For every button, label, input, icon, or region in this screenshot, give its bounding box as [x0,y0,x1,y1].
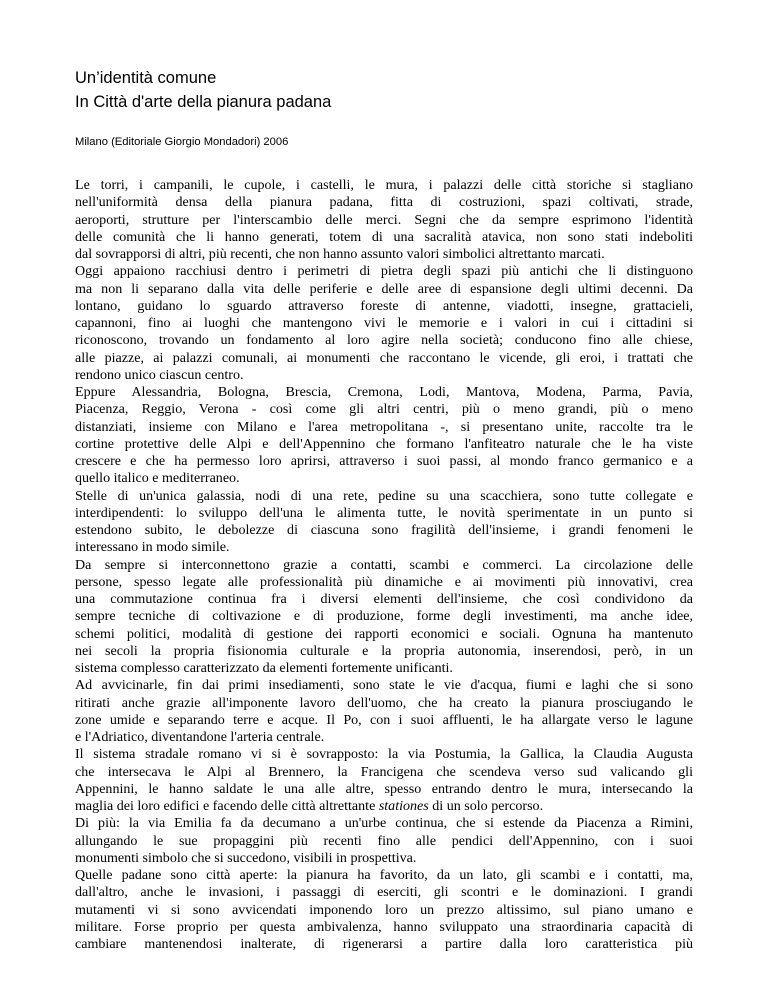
body-line: militare. Forse proprio per questa ambivalenza, hanno sviluppato una straordinaria capacità di [75,918,693,935]
body-line: e l'Adriatico, diventandone l'arteria centrale. [75,729,325,745]
body-line: mutamenti vi si sono avvicendati imponendo loro un prezzo altissimo, sul piano umano e [75,901,693,918]
publication-source: Milano (Editoriale Giorgio Mondadori) 2006 [75,136,289,148]
body-line: Oggi appaiono racchiusi dentro i perimetri di pietra degli spazi più antichi che li distinguono [75,263,693,280]
body-line: Piacenza, Reggio, Verona - così come gli altri centri, più o meno grandi, più o meno [75,401,693,418]
document-title: Un’identità comune [75,69,217,87]
body-line: sistema complesso caratterizzato da elementi fortemente unificanti. [75,660,453,676]
body-line: nei secoli la propria fisionomia culturale e la propria autonomia, inserendosi, però, in un [75,642,693,659]
body-line: zone umide e separando terre e acque. Il Po, con i suoi affluenti, le ha allargate verso le lagune [75,711,693,728]
body-line: Di più: la via Emilia fa da decumano a un'urbe continua, che si estende da Piacenza a Rimini, [75,815,693,832]
body-line: Quelle padane sono città aperte: la pianura ha favorito, da un lato, gli scambi e i contatti, ma, [75,867,693,883]
body-line: Il sistema stradale romano vi si è sovrapposto: la via Postumia, la Gallica, la Claudia Augusta [75,746,693,763]
body-line: dall'altro, anche le invasioni, i passaggi di eserciti, gli scontri e le dominazioni. I grandi [75,884,693,901]
body-line: schemi politici, modalità di gestione dei rapporti economici e sociali. Ognuna ha mantenuto [75,625,693,642]
document-subtitle: In Città d'arte della pianura padana [75,93,332,111]
body-line: interdipendenti: lo sviluppo dell'una le alimenta tutte, le novità sperimentate in un punto si [75,504,693,521]
body-line: estendono subito, le debolezze di ciascuna sono fragilità dell'insieme, i grandi fenomeni le [75,522,693,538]
body-line: rendono unico ciascun centro. [75,366,244,383]
body-line: interessano in modo simile. [75,539,230,556]
body-line: nell'uniformità densa della pianura padana, fitta di costruzioni, spazi coltivati, strade, [75,194,693,211]
body-line: che intersecava le Alpi al Brennero, la Francigena che scendeva verso sud valicando gli [75,763,693,780]
body-line: Stelle di un'unica galassia, nodi di una rete, pedine su una scacchiera, sono tutte collegate e [75,487,693,504]
body-line: alle piazze, ai palazzi comunali, ai monumenti che raccontano le vicende, gli eroi, i trattati che [75,349,693,366]
body-line: Da sempre si interconnettono grazie a contatti, scambi e commerci. La circolazione delle [75,556,693,573]
body-line-text: maglia dei loro edifici e facendo delle città altrettante [75,798,379,814]
body-line: lontano, guidano lo sguardo attraverso foreste di antenne, viadotti, insegne, grattacieli, [75,297,693,314]
body-line: ma non li separano dalla vita delle periferie e delle aree di espansione degli ultimi decenni. Da [75,280,693,297]
body-line: allungando le sue propaggini più recenti fino alle pendici dell'Appennino, con i suoi [75,832,693,849]
body-line: riconoscono, trovando un fondamento al loro agire nella società; conducono fino alle chiese, [75,332,693,349]
body-line: Le torri, i campanili, le cupole, i castelli, le mura, i palazzi delle città storiche si stagliano [75,177,693,193]
body-line: crescere e che ha permesso loro aprirsi, attraverso i suoi passi, al mondo franco germanico e a [75,453,693,469]
body-text [75,177,693,953]
body-line: capannoni, fino ai luoghi che mantengono vivi le memorie e i valori in cui i cittadini si [75,315,693,331]
body-line: monumenti simbolo che si succedono, visibili in prospettiva. [75,849,417,866]
body-line: ritirati anche grazie all'imponente lavoro dell'uomo, che ha creato la pianura prosciugando le [75,694,693,711]
body-line: delle comunità che li hanno generati, totem di una sacralità atavica, non sono stati indeboliti [75,228,693,245]
body-line: distanziati, insieme con Milano e l'area metropolitana -, si presentano unite, raccolte tra le [75,418,693,435]
body-line [75,798,693,815]
body-line: dal sovrapporsi di altri, più recenti, che non hanno assunto valori simbolici altrettanto marcati. [75,246,605,262]
body-line: cambiare mantenendosi inalterate, di rigenerarsi a partire dalla loro caratteristica più [75,936,693,952]
body-line: Appennini, le hanno saldate le una alle altre, spesso entrando dentro le mura, intersecando la [75,780,693,797]
body-line: sempre tecniche di coltivazione e di produzione, forme degli investimenti, ma anche idee, [75,608,693,625]
body-line: persone, spesso legate alle professionalità più dinamiche e ai movimenti più innovativi, crea [75,573,693,590]
body-line: Ad avvicinarle, fin dai primi insediamenti, sono state le vie d'acqua, fiumi e laghi che si sono [75,677,693,694]
italic-term: stationes [378,798,429,814]
body-line: quello italico e mediterraneo. [75,470,240,487]
title-block [75,66,331,114]
body-line: una commutazione continua fra i diversi elementi dell'insieme, che così condividono da [75,591,693,607]
body-line: cortine protettive delle Alpi e dell'Appennino che formano l'anfiteatro naturale che le ha viste [75,435,693,452]
body-line-text: di un solo percorso. [428,798,544,814]
body-line: aeroporti, strutture per l'interscambio delle merci. Segni che da sempre esprimono l'identità [75,211,693,228]
body-line: Eppure Alessandria, Bologna, Brescia, Cremona, Lodi, Mantova, Modena, Parma, Pavia, [75,384,693,400]
